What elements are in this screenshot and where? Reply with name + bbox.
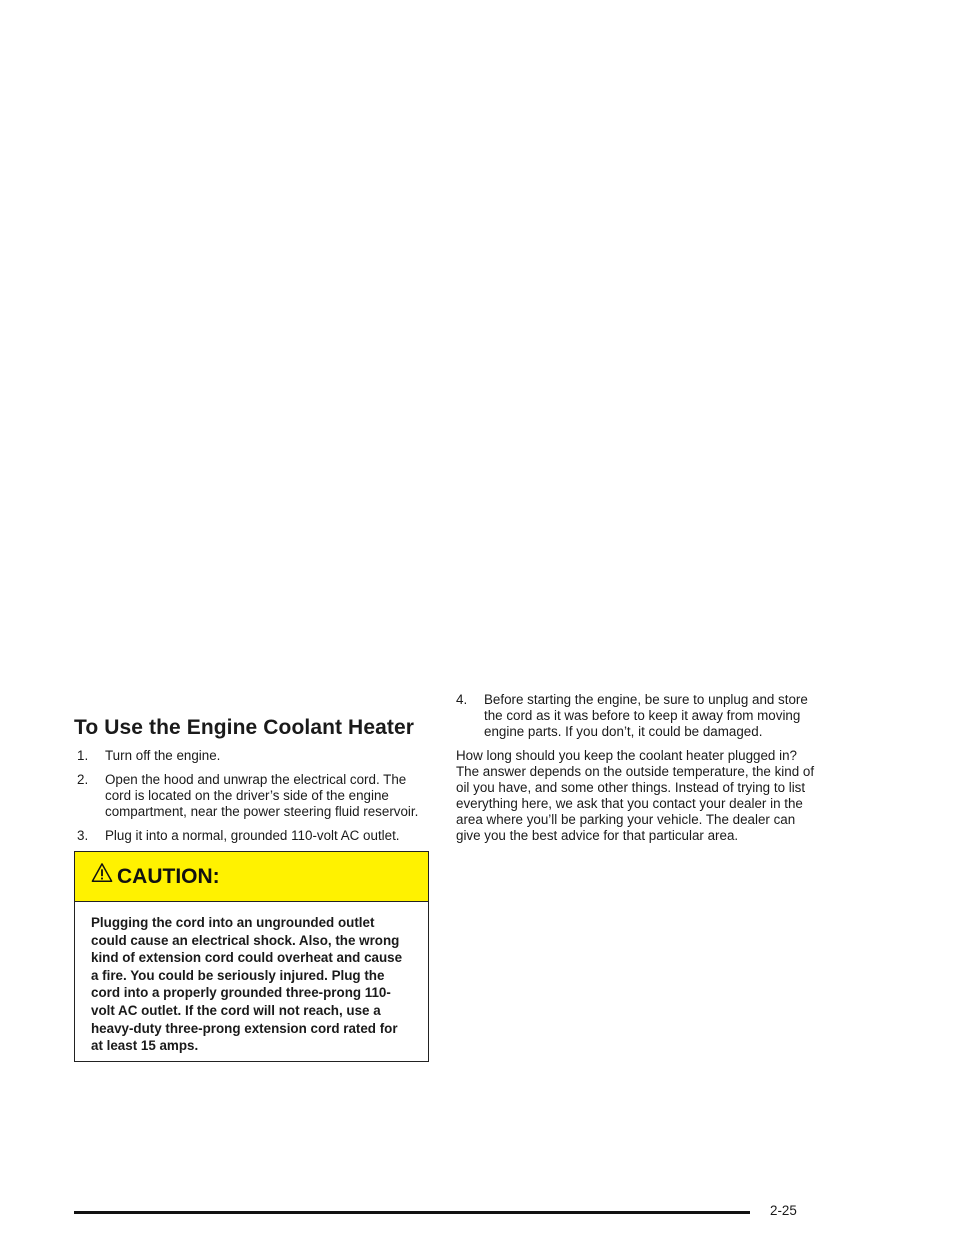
page-number: 2-25 [770,1203,797,1218]
step-text: Open the hood and unwrap the electrical cord. The cord is located on the driver’s side of the engine compartment, near the power steering fluid reservoir. [105,772,419,819]
list-item [77,772,434,820]
list-item [456,692,818,740]
section-heading: To Use the Engine Coolant Heater [74,716,415,739]
step-text: Before starting the engine, be sure to unplug and store the cord as it was before to keep it away from moving engine parts. If you don’t, it could be damaged. [484,692,808,739]
step-text: Plug it into a normal, grounded 110-volt AC outlet. [105,828,400,843]
list-item [77,828,434,844]
caution-text: Plugging the cord into an ungrounded outlet could cause an electrical shock. Also, the wrong kind of extension cord could overheat and cause a fire. You could be seriously injured. Plug the cord into a properly grounded three-prong 110-volt AC outlet. If the cord will not reach, use a heavy-duty three-prong extension cord rated for at least 15 amps. [91,915,403,1054]
step-number: 4. [456,692,468,707]
step-text: Turn off the engine. [105,748,221,763]
left-column [74,748,434,852]
caution-box [74,851,429,1062]
right-column [456,692,818,844]
warning-triangle-icon [91,862,113,884]
footer-rule [74,1211,750,1214]
step-number: 2. [77,772,89,787]
body-paragraph: How long should you keep the coolant heater plugged in? The answer depends on the outside temperature, the kind of oil you have, and some other things. Instead of trying to list everything here, we ask that you contact your dealer in the area where you’ll be parking your vehicle. The dealer can give you the best advice for that particular area. [456,748,815,843]
caution-title: CAUTION: [117,864,220,888]
step-number: 1. [77,748,89,763]
step-number: 3. [77,828,89,843]
caution-header [75,852,428,902]
list-item [77,748,434,764]
